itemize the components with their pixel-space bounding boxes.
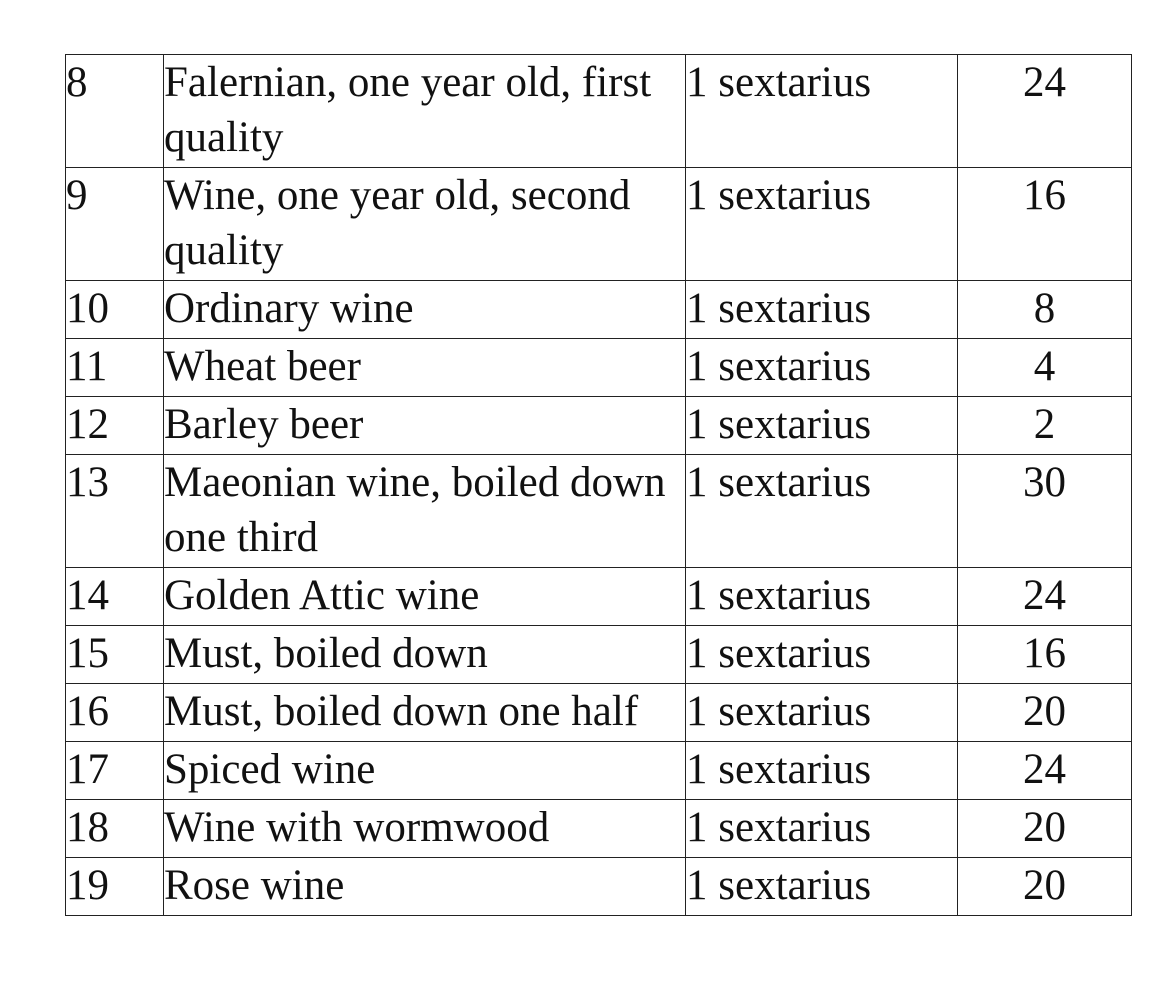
- row-number: 17: [66, 742, 164, 800]
- item-price: 16: [958, 168, 1132, 281]
- item-name: Wheat beer: [164, 339, 686, 397]
- item-price: 16: [958, 626, 1132, 684]
- item-quantity: 1 sextarius: [686, 800, 958, 858]
- item-name: Rose wine: [164, 858, 686, 916]
- item-name: Falernian, one year old, first quality: [164, 55, 686, 168]
- item-name: Wine, one year old, second quality: [164, 168, 686, 281]
- item-quantity: 1 sextarius: [686, 281, 958, 339]
- table-row: [66, 800, 1132, 858]
- item-quantity: 1 sextarius: [686, 397, 958, 455]
- item-quantity: 1 sextarius: [686, 55, 958, 168]
- item-name: Ordinary wine: [164, 281, 686, 339]
- item-name: Wine with wormwood: [164, 800, 686, 858]
- table-row: [66, 742, 1132, 800]
- table-row: [66, 626, 1132, 684]
- item-price: 30: [958, 455, 1132, 568]
- table-row: [66, 55, 1132, 168]
- item-price: 20: [958, 800, 1132, 858]
- item-quantity: 1 sextarius: [686, 568, 958, 626]
- row-number: 9: [66, 168, 164, 281]
- item-price: 24: [958, 55, 1132, 168]
- item-price: 24: [958, 568, 1132, 626]
- row-number: 19: [66, 858, 164, 916]
- item-quantity: 1 sextarius: [686, 339, 958, 397]
- table-row: [66, 397, 1132, 455]
- table-row: [66, 858, 1132, 916]
- item-price: 4: [958, 339, 1132, 397]
- item-quantity: 1 sextarius: [686, 455, 958, 568]
- price-table: [65, 54, 1132, 916]
- item-name: Must, boiled down one half: [164, 684, 686, 742]
- table-row: [66, 568, 1132, 626]
- item-quantity: 1 sextarius: [686, 684, 958, 742]
- item-name: Barley beer: [164, 397, 686, 455]
- item-price: 2: [958, 397, 1132, 455]
- item-quantity: 1 sextarius: [686, 168, 958, 281]
- price-table-body: [66, 55, 1132, 916]
- table-row: [66, 168, 1132, 281]
- row-number: 15: [66, 626, 164, 684]
- item-price: 8: [958, 281, 1132, 339]
- item-name: Golden Attic wine: [164, 568, 686, 626]
- table-row: [66, 455, 1132, 568]
- item-price: 20: [958, 858, 1132, 916]
- row-number: 11: [66, 339, 164, 397]
- item-price: 24: [958, 742, 1132, 800]
- table-row: [66, 339, 1132, 397]
- item-name: Maeonian wine, boiled down one third: [164, 455, 686, 568]
- item-quantity: 1 sextarius: [686, 626, 958, 684]
- row-number: 18: [66, 800, 164, 858]
- row-number: 16: [66, 684, 164, 742]
- table-row: [66, 281, 1132, 339]
- row-number: 8: [66, 55, 164, 168]
- item-quantity: 1 sextarius: [686, 742, 958, 800]
- row-number: 10: [66, 281, 164, 339]
- row-number: 12: [66, 397, 164, 455]
- item-price: 20: [958, 684, 1132, 742]
- row-number: 13: [66, 455, 164, 568]
- table-row: [66, 684, 1132, 742]
- row-number: 14: [66, 568, 164, 626]
- item-name: Spiced wine: [164, 742, 686, 800]
- item-name: Must, boiled down: [164, 626, 686, 684]
- item-quantity: 1 sextarius: [686, 858, 958, 916]
